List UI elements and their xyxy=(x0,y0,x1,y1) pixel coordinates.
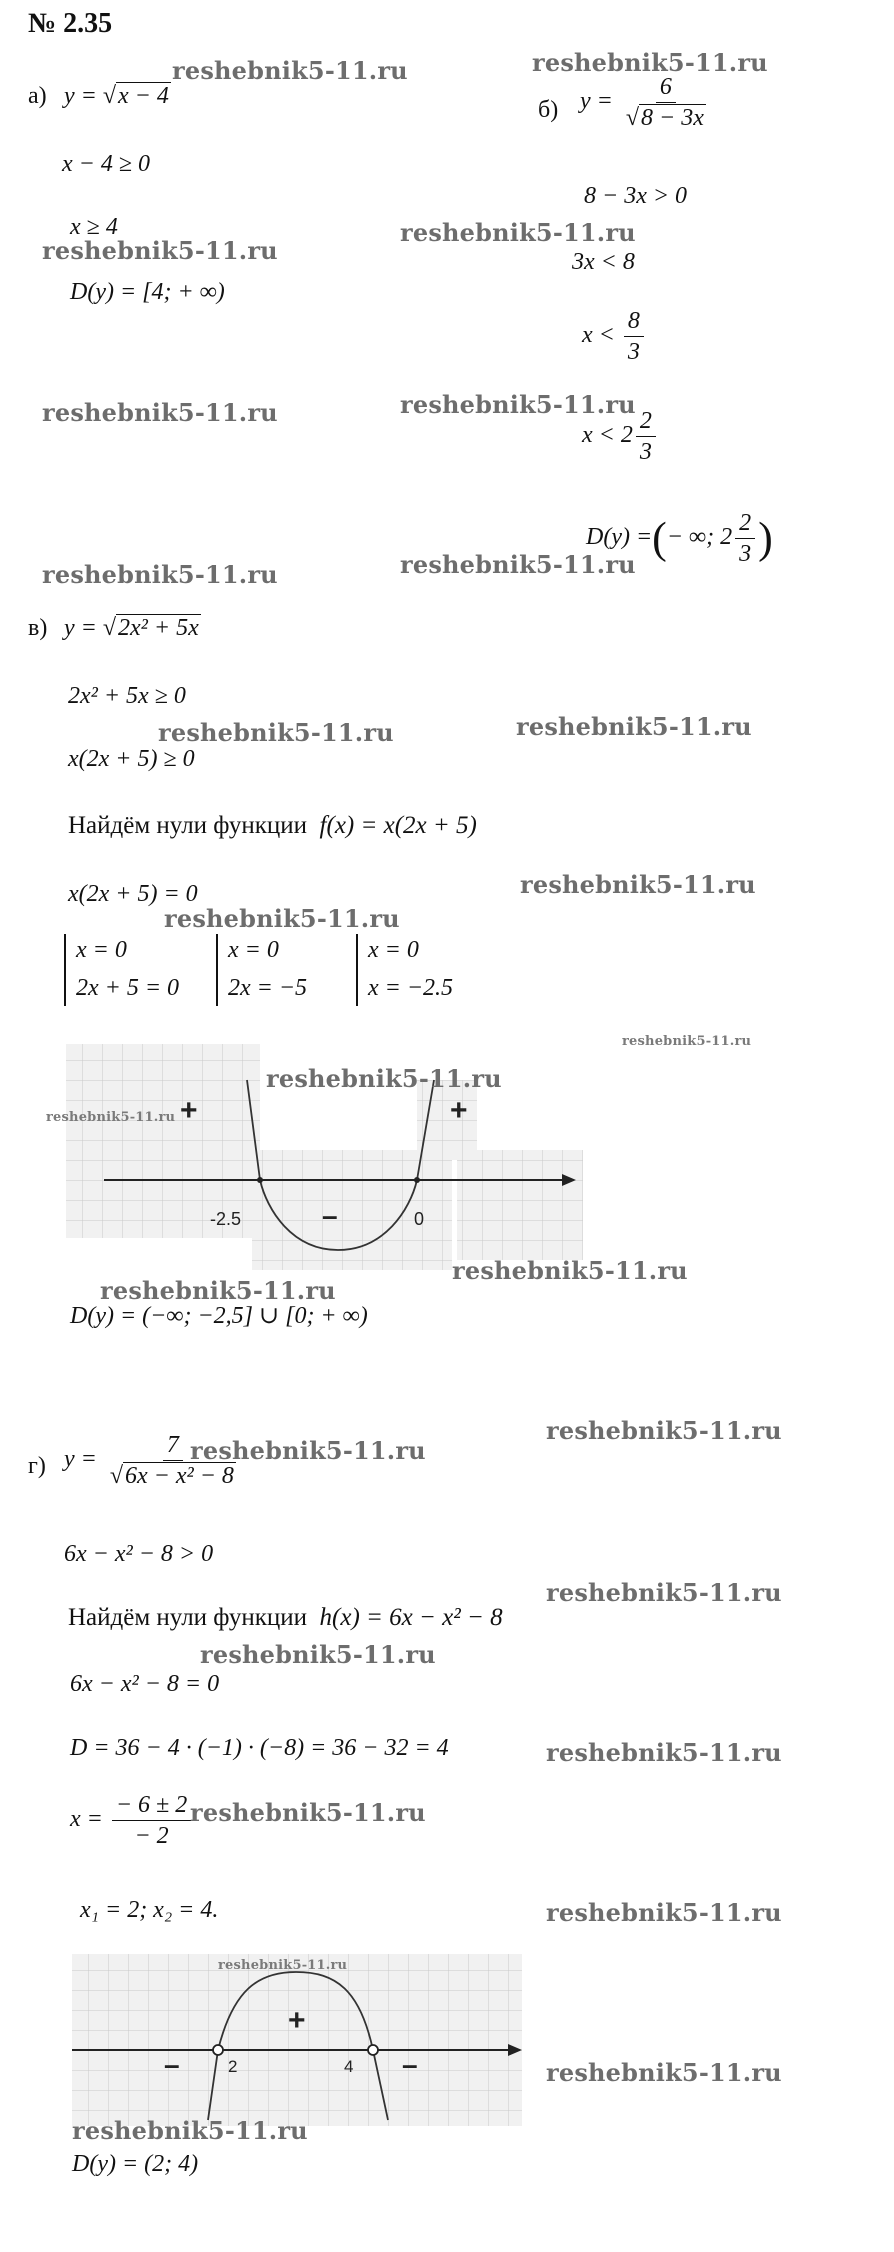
part-b-function: y = $\frac{6}{√8 - 3x}$ xyxy=(580,74,704,131)
part-g-right-root-label: 4 xyxy=(344,2057,354,2076)
part-g-discriminant: D = 36 − 4 · (−1) · (−8) = 36 − 32 = 4 xyxy=(70,1735,449,1761)
part-g-sign-minus-left: – xyxy=(164,2049,180,2080)
part-b-inequality-4: x < 2 $\frac{2}{3}$ xyxy=(582,408,659,465)
part-g-inequality: 6x − x² − 8 > 0 xyxy=(64,1541,214,1567)
part-v-sign-plus-right: + xyxy=(450,1094,468,1127)
watermark-text: reshebnik5-11.ru xyxy=(546,1416,782,1445)
watermark-text: reshebnik5-11.ru xyxy=(42,398,278,427)
watermark-text: reshebnik5-11.ru xyxy=(200,1640,436,1669)
part-v-inequality-2: x(2x + 5) ≥ 0 xyxy=(68,746,195,772)
part-v-system-1-line-2: 2x + 5 = 0 xyxy=(76,975,180,1001)
watermark-text: reshebnik5-11.ru xyxy=(622,1034,752,1049)
part-v-system-1-bracket xyxy=(64,934,66,1006)
part-v-left-root-point xyxy=(257,1177,263,1183)
part-b-domain: D(y) =(− ∞; 2 $\frac{2}{3}$ ) xyxy=(586,510,773,567)
part-v-zeros-heading: Найдём нули функции f(x) = x(2x + 5) xyxy=(68,812,477,839)
part-g-left-root-label: 2 xyxy=(228,2057,238,2076)
part-b-inequality-3: x < $\frac{8}{3}$ xyxy=(582,308,647,365)
watermark-text: reshebnik5-11.ru xyxy=(46,1110,176,1125)
part-v-system-2-line-1: x = 0 xyxy=(228,937,279,963)
part-g-domain: D(y) = (2; 4) xyxy=(72,2151,199,2177)
watermark-text: reshebnik5-11.ru xyxy=(452,1256,688,1285)
watermark-text: reshebnik5-11.ru xyxy=(520,870,756,899)
part-v-system-2-bracket xyxy=(216,934,218,1006)
part-g-function: y = $\frac{7}{\text{√6x − x² − 8}}$ xyxy=(64,1432,234,1489)
watermark-text: reshebnik5-11.ru xyxy=(546,1898,782,1927)
watermark-text: reshebnik5-11.ru xyxy=(266,1064,502,1093)
watermark-text: reshebnik5-11.ru xyxy=(516,712,752,741)
part-a-domain: D(y) = [4; + ∞) xyxy=(70,279,225,305)
watermark-text: reshebnik5-11.ru xyxy=(546,1738,782,1767)
part-a-function: y = √x − 4 xyxy=(64,83,169,109)
part-g-sign-minus-right: – xyxy=(402,2049,418,2080)
part-g-roots: x₁ = 2; x₂ = 4. xyxy=(80,1897,219,1923)
part-g-sign-graph xyxy=(68,1950,528,2130)
part-v-inequality-1: 2x² + 5x ≥ 0 xyxy=(68,683,186,709)
watermark-text: reshebnik5-11.ru xyxy=(546,1578,782,1607)
watermark-text: reshebnik5-11.ru xyxy=(546,2058,782,2087)
part-v-domain: D(y) = (−∞; −2,5] ∪ [0; + ∞) xyxy=(70,1303,368,1329)
watermark-text: reshebnik5-11.ru xyxy=(218,1958,348,1973)
part-v-right-root-label: 0 xyxy=(414,1209,425,1229)
part-b-label: б) xyxy=(538,97,559,123)
part-v-system-3-bracket xyxy=(356,934,358,1006)
part-g-zeros-heading: Найдём нули функции h(x) = 6x − x² − 8 xyxy=(68,1604,503,1631)
watermark-text: reshebnik5-11.ru xyxy=(400,390,636,419)
part-g-label: г) xyxy=(28,1453,46,1479)
watermark-text: reshebnik5-11.ru xyxy=(400,218,636,247)
part-v-sign-minus: – xyxy=(322,1200,338,1231)
part-v-system-2-line-2: 2x = −5 xyxy=(228,975,308,1001)
part-b-inequality-1: 8 − 3x > 0 xyxy=(584,183,688,209)
part-a-inequality-2: x ≥ 4 xyxy=(70,214,118,240)
part-b-inequality-2: 3x < 8 xyxy=(572,249,635,275)
part-g-right-root-point xyxy=(368,2045,378,2055)
watermark-text: reshebnik5-11.ru xyxy=(400,550,636,579)
part-v-label: в) xyxy=(28,615,48,641)
part-v-right-root-point xyxy=(414,1177,420,1183)
part-v-system-1-line-1: x = 0 xyxy=(76,937,127,963)
part-g-sign-plus: + xyxy=(288,2004,306,2037)
part-v-system-3-line-1: x = 0 xyxy=(368,937,419,963)
part-g-root-formula: x = $\frac{- 6 \pm 2}{- 2}$ xyxy=(70,1792,194,1849)
part-v-left-root-label: -2.5 xyxy=(210,1209,242,1229)
watermark-text: reshebnik5-11.ru xyxy=(42,560,278,589)
watermark-text: reshebnik5-11.ru xyxy=(190,1436,426,1465)
part-a-label: а) xyxy=(28,83,47,109)
watermark-text: reshebnik5-11.ru xyxy=(42,236,278,265)
watermark-text: reshebnik5-11.ru xyxy=(172,56,408,85)
part-a-inequality-1: x − 4 ≥ 0 xyxy=(62,151,151,177)
part-v-function: y = √2x² + 5x xyxy=(64,615,199,641)
part-v-equation: x(2x + 5) = 0 xyxy=(68,881,198,907)
watermark-text: reshebnik5-11.ru xyxy=(100,1276,336,1305)
watermark-text: reshebnik5-11.ru xyxy=(532,48,768,77)
watermark-text: reshebnik5-11.ru xyxy=(190,1798,426,1827)
watermark-text: reshebnik5-11.ru xyxy=(158,718,394,747)
watermark-text: reshebnik5-11.ru xyxy=(164,904,400,933)
watermark-text: reshebnik5-11.ru xyxy=(72,2116,308,2145)
part-g-left-root-point xyxy=(213,2045,223,2055)
part-v-system-3-line-2: x = −2.5 xyxy=(368,975,454,1001)
problem-number: № 2.35 xyxy=(28,8,113,39)
part-v-sign-plus-left: + xyxy=(180,1094,198,1127)
part-g-equation: 6x − x² − 8 = 0 xyxy=(70,1671,220,1697)
